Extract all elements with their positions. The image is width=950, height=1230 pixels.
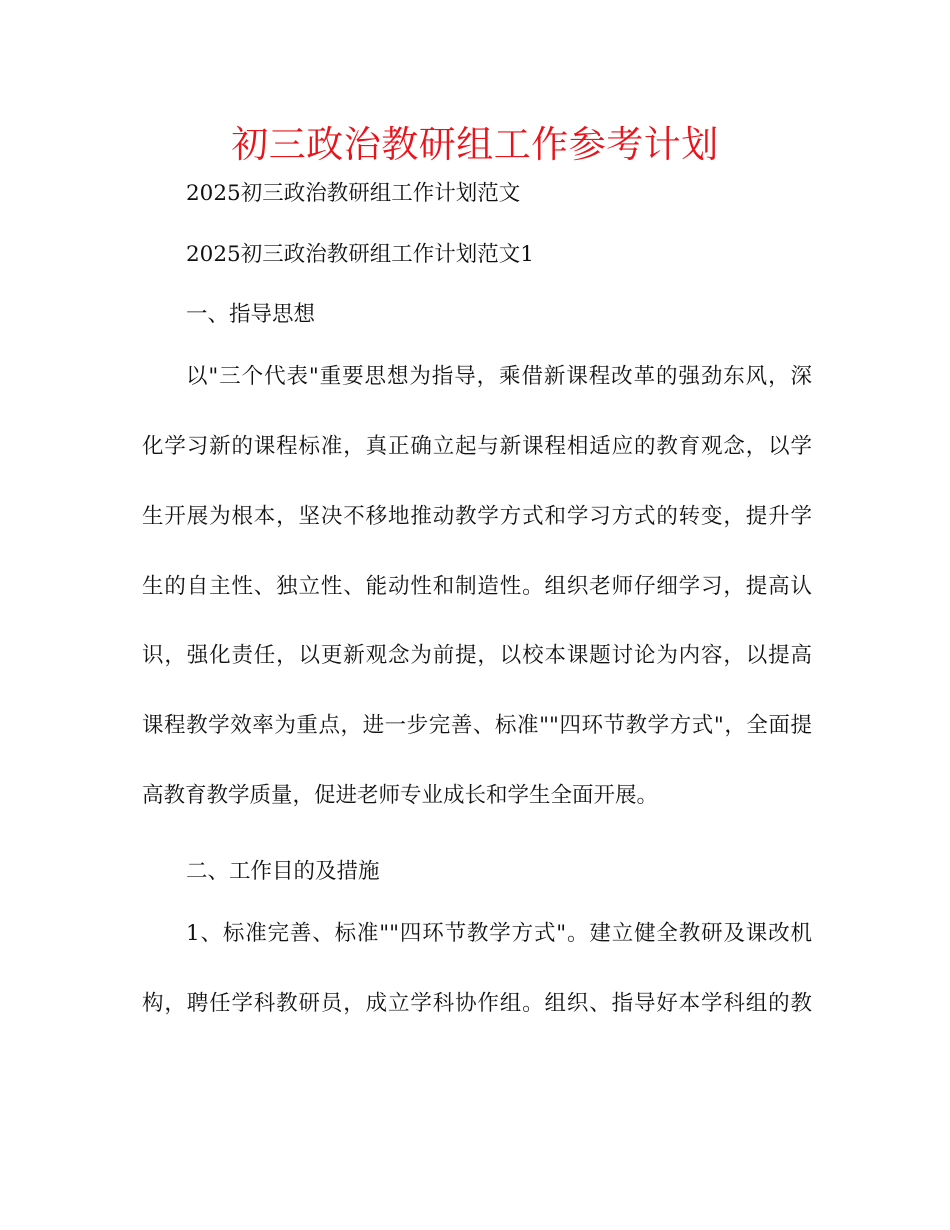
paragraph-1-line-4: 生的自主性、独立性、能动性和制造性。组织老师仔细学习，提高认 [142, 574, 812, 599]
paragraph-1-line-7: 高教育教学质量，促进老师专业成长和学生全面开展。 [142, 783, 659, 808]
paragraph-1-line-5: 识，强化责任，以更新观念为前提，以校本课题讨论为内容，以提高 [142, 643, 812, 668]
paragraph-2-line-2: 构，聘任学科教研员，成立学科协作组。组织、指导好本学科组的教 [142, 991, 812, 1016]
heading-goals-measures: 二、工作目的及措施 [186, 859, 380, 884]
section-heading: 2025初三政治教研组工作计划范文1 [186, 242, 534, 267]
document-title: 初三政治教研组工作参考计划 [231, 123, 719, 166]
heading-guiding-ideology: 一、指导思想 [186, 302, 316, 327]
document-subtitle: 2025初三政治教研组工作计划范文 [186, 181, 521, 206]
paragraph-1-line-6: 课程教学效率为重点，进一步完善、标准""四环节教学方式"，全面提 [142, 713, 812, 738]
paragraph-1-line-2: 化学习新的课程标准，真正确立起与新课程相适应的教育观念，以学 [142, 434, 812, 459]
paragraph-1-line-1: 以"三个代表"重要思想为指导，乘借新课程改革的强劲东风，深 [186, 364, 812, 389]
paragraph-2-line-1: 1、标准完善、标准""四环节教学方式"。建立健全教研及课改机 [186, 921, 812, 946]
paragraph-1-line-3: 生开展为根本，坚决不移地推动教学方式和学习方式的转变，提升学 [142, 504, 812, 529]
